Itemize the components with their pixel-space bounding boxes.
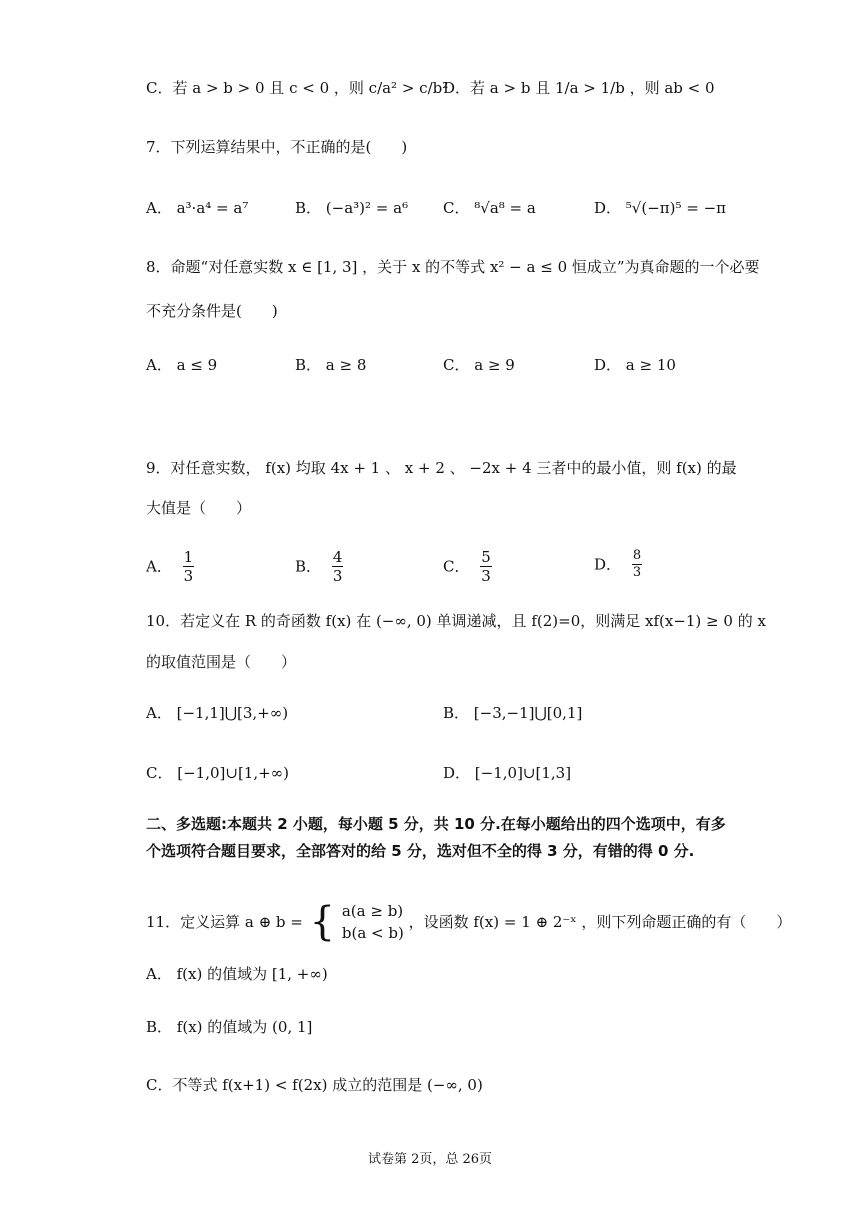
q9-option-d-label: D． <box>594 555 622 574</box>
section-2-heading-line2: 个选项符合题目要求，全部答对的给 5 分，选对但不全的得 3 分，有错的得 0 分. <box>146 842 695 860</box>
q9-option-a-label: A． <box>146 557 172 576</box>
q9-c-numerator: 5 <box>481 548 491 566</box>
q9-b-numerator: 4 <box>332 548 343 566</box>
q11-stem-post: ，设函数 f(x) = 1 ⊕ 2⁻ˣ ，则下列命题正确的有（ ） <box>408 913 792 931</box>
piecewise-cases <box>342 900 404 944</box>
question-10-stem-line1: 10．若定义在 R 的奇函数 f(x) 在 (−∞, 0) 单调递减，且 f(2)=0，则满足 xf(x−1) ≥ 0 的 x <box>146 612 766 630</box>
q9-option-b-label: B． <box>295 557 322 576</box>
q8-option-a: A． a ≤ 9 <box>146 356 218 374</box>
q7-option-a: A． a³·a⁴ = a⁷ <box>146 199 249 217</box>
q8-option-c: C． a ≥ 9 <box>443 356 515 374</box>
question-7-stem: 7．下列运算结果中，不正确的是( ) <box>146 138 408 156</box>
option-c-prev: C．若 a > b > 0 且 c < 0 ，则 c/a² > c/b² <box>146 79 449 97</box>
piecewise-case-1: a(a ≥ b) <box>341 902 404 920</box>
q7-option-c: C． ⁸√a⁸ = a <box>443 199 536 217</box>
question-11-stem <box>146 900 791 944</box>
q9-option-d <box>594 548 642 581</box>
piecewise-brace: { <box>309 899 336 945</box>
q9-c-denominator: 3 <box>481 567 491 585</box>
q10-option-b: B． [−3,−1]⋃[0,1] <box>443 704 583 722</box>
page-footer: 试卷第 2页，总 26页 <box>367 1152 493 1167</box>
q8-option-b: B． a ≥ 8 <box>295 356 367 374</box>
question-8-stem-line1: 8．命题“对任意实数 x ∈ [1, 3] ，关于 x 的不等式 x² − a ≤ 0 恒成立”为真命题的一个必要 <box>146 258 760 276</box>
q9-option-c <box>443 548 492 585</box>
question-9-stem-line1: 9．对任意实数， f(x) 均取 4x + 1 、 x + 2 、 −2x + 4 三者中的最小值，则 f(x) 的最 <box>146 459 737 477</box>
q9-d-numerator: 8 <box>632 548 642 563</box>
q10-option-c: C． [−1,0]∪[1,+∞) <box>146 764 290 782</box>
q9-option-b <box>295 548 343 585</box>
question-10-stem-line2: 的取值范围是（ ） <box>146 653 297 671</box>
section-2-heading-line1: 二、多选题:本题共 2 小题，每小题 5 分，共 10 分.在每小题给出的四个选项中，有多 <box>146 815 726 833</box>
question-9-stem-line2: 大值是（ ） <box>146 499 252 517</box>
piecewise-case-2: b(a < b) <box>341 924 404 942</box>
q9-a-denominator: 3 <box>183 567 194 585</box>
question-8-stem-line2: 不充分条件是( ) <box>146 302 278 320</box>
q9-a-numerator: 1 <box>183 548 194 566</box>
q9-option-c-label: C． <box>443 557 470 576</box>
q11-option-c: C．不等式 f(x+1) < f(2x) 成立的范围是 (−∞, 0) <box>146 1076 483 1094</box>
q11-option-a: A． f(x) 的值域为 [1, +∞) <box>146 965 328 983</box>
option-d-prev: D．若 a > b 且 1/a > 1/b ，则 ab < 0 <box>443 79 715 97</box>
q9-d-denominator: 3 <box>632 565 642 580</box>
q9-option-a <box>146 548 194 585</box>
q9-b-denominator: 3 <box>332 567 343 585</box>
q7-option-b: B． (−a³)² = a⁶ <box>295 199 409 217</box>
q7-option-d: D． ⁵√(−π)⁵ = −π <box>594 199 727 217</box>
q10-option-d: D． [−1,0]∪[1,3] <box>443 764 572 782</box>
q10-option-a: A． [−1,1]⋃[3,+∞) <box>146 704 289 722</box>
q8-option-d: D． a ≥ 10 <box>594 356 676 374</box>
q11-option-b: B． f(x) 的值域为 (0, 1] <box>146 1018 313 1036</box>
q11-stem-pre: 11．定义运算 a ⊕ b = <box>146 913 303 931</box>
